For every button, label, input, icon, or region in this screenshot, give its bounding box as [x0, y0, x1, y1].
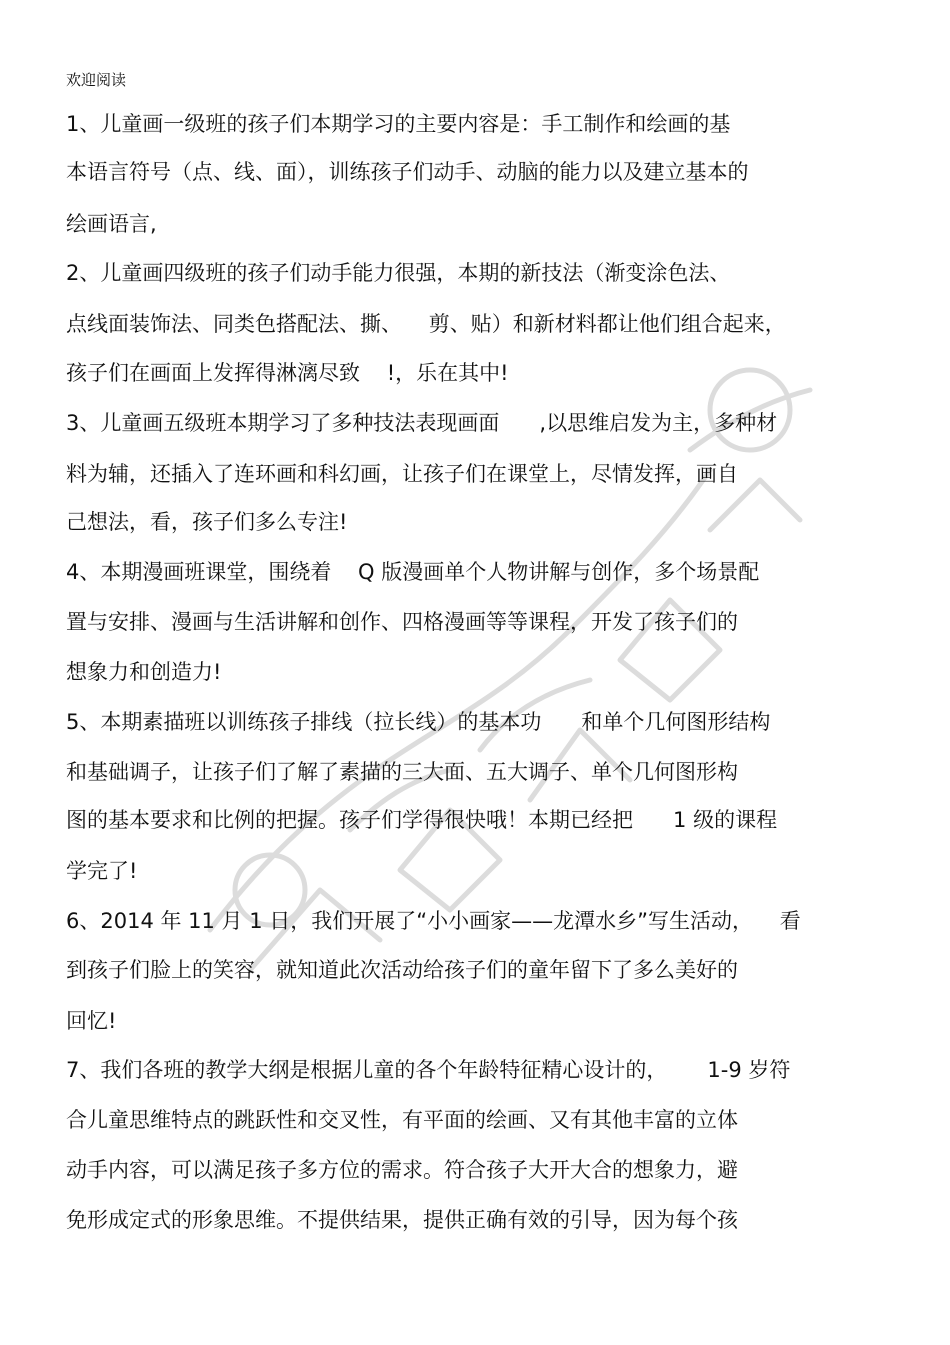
page-header: 欢迎阅读 — [66, 71, 127, 89]
text-line: 学完了! — [66, 859, 138, 883]
text-line: 合儿童思维特点的跳跃性和交叉性，有平面的绘画、又有其他丰富的立体 — [66, 1108, 738, 1132]
text-line: 点线面装饰法、同类色搭配法、撕、 剪、贴）和新材料都让他们组合起来， — [66, 312, 786, 336]
text-line: 绘画语言, — [66, 212, 157, 236]
text-line: 6、2014 年 11 月 1 日，我们开展了“小小画家——龙潭水乡”写生活动， 看 — [66, 909, 801, 933]
text-line: 动手内容，可以满足孩子多方位的需求。符合孩子大开大合的想象力，避 — [66, 1158, 738, 1182]
text-line: 孩子们在画面上发挥得淋漓尽致 !，乐在其中! — [66, 361, 509, 385]
text-line: 2、儿童画四级班的孩子们动手能力很强，本期的新技法（渐变涂色法、 — [66, 261, 731, 285]
text-line: 3、儿童画五级班本期学习了多种技法表现画面 ,以思维启发为主，多种材 — [66, 411, 778, 435]
text-line: 到孩子们脸上的笑容，就知道此次活动给孩子们的童年留下了多么美好的 — [66, 958, 738, 982]
text-line: 4、本期漫画班课堂，围绕着 Q 版漫画单个人物讲解与创作，多个场景配 — [66, 560, 760, 584]
text-line: 7、我们各班的教学大纲是根据儿童的各个年龄特征精心设计的， 1-9 岁符 — [66, 1058, 791, 1082]
text-line: 1、儿童画一级班的孩子们本期学习的主要内容是：手工制作和绘画的基 — [66, 112, 731, 136]
text-line: 免形成定式的形象思维。不提供结果，提供正确有效的引导，因为每个孩 — [66, 1208, 738, 1232]
text-line: 和基础调子，让孩子们了解了素描的三大面、五大调子、单个几何图形构 — [66, 760, 738, 784]
text-line: 己想法，看，孩子们多么专注! — [66, 510, 348, 534]
text-line: 想象力和创造力! — [66, 660, 222, 684]
text-line: 料为辅，还插入了连环画和科幻画，让孩子们在课堂上，尽情发挥，画自 — [66, 462, 738, 486]
text-line: 本语言符号（点、线、面），训练孩子们动手、动脑的能力以及建立基本的 — [66, 160, 749, 184]
text-line: 5、本期素描班以训练孩子排线（拉长线）的基本功 和单个几何图形结构 — [66, 710, 771, 734]
text-line: 图的基本要求和比例的把握。孩子们学得很快哦！本期已经把 1 级的课程 — [66, 808, 778, 832]
text-line: 回忆! — [66, 1009, 117, 1033]
text-line: 置与安排、漫画与生活讲解和创作、四格漫画等等课程，开发了孩子们的 — [66, 610, 738, 634]
